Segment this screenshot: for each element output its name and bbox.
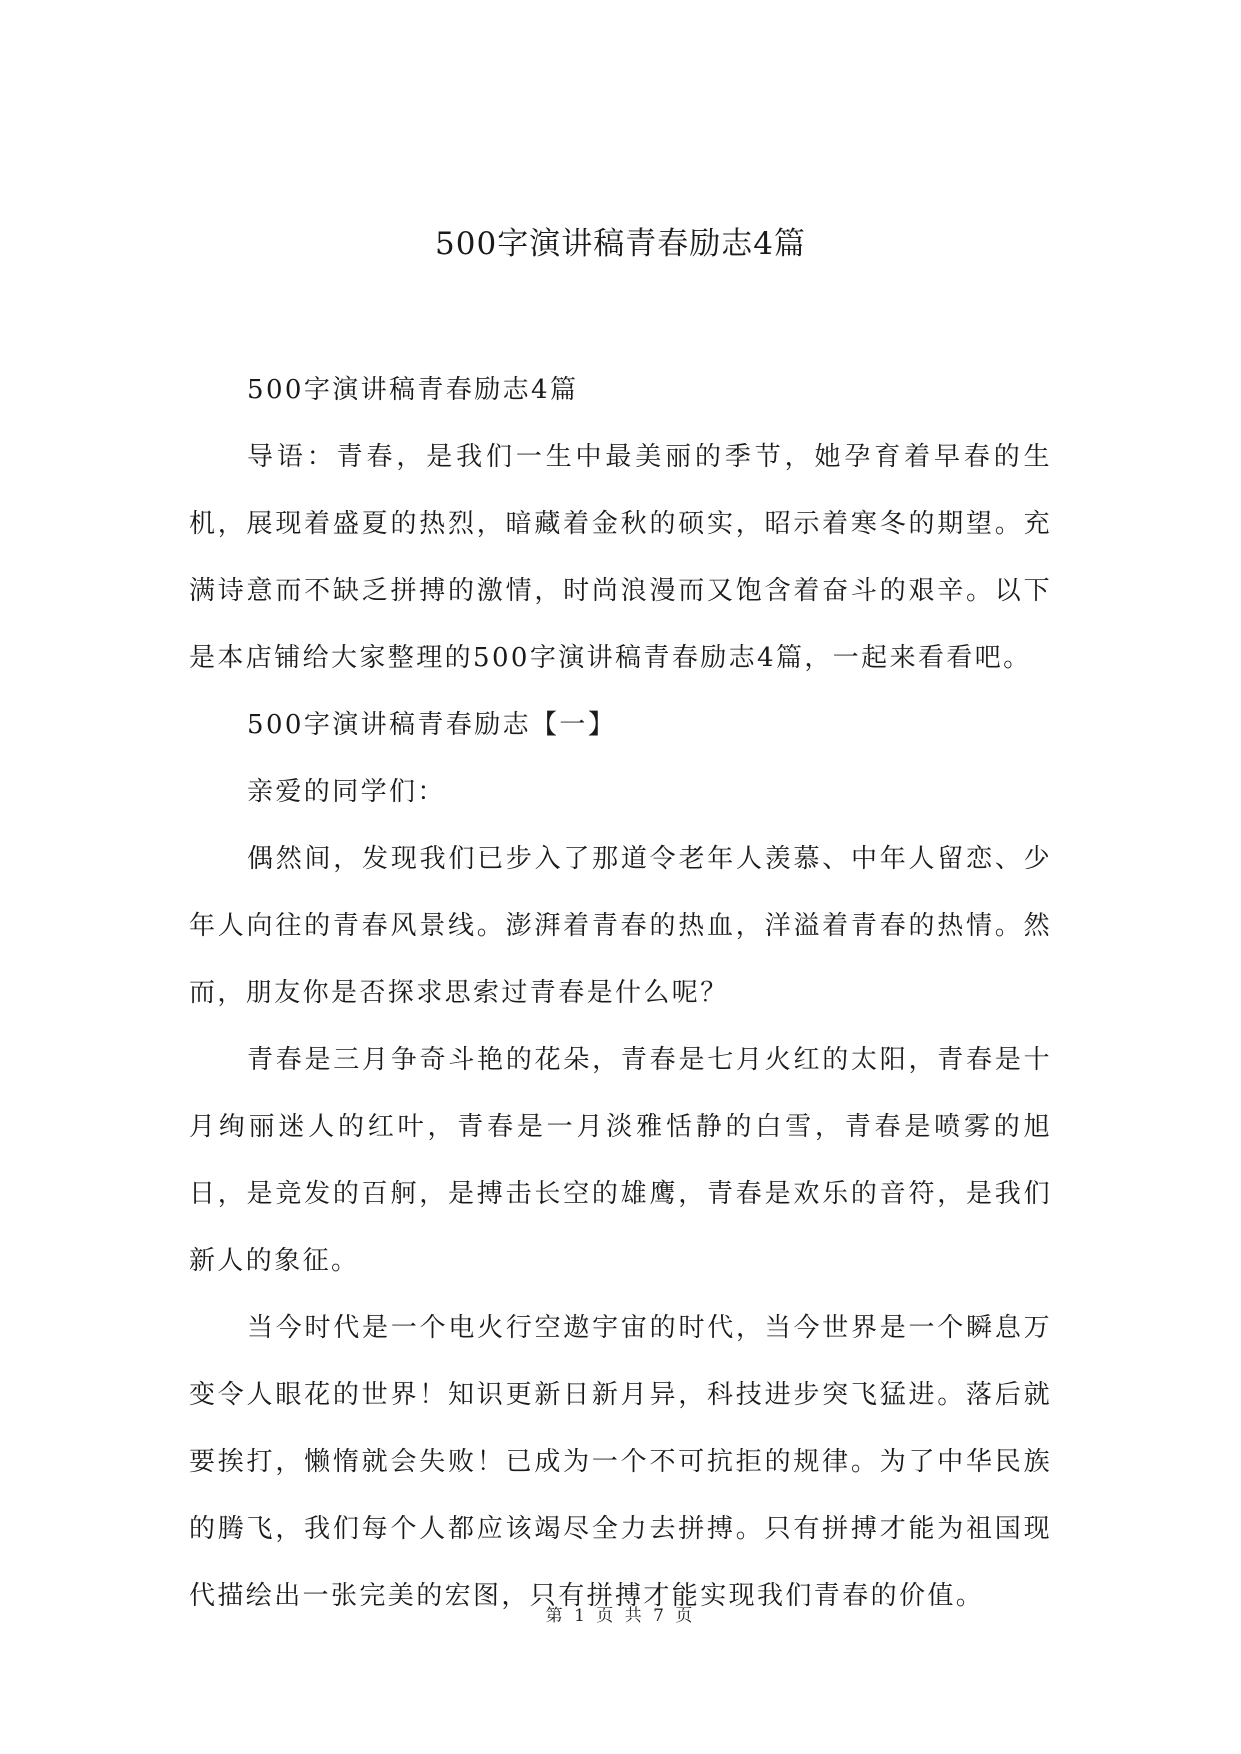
page-number-footer: 第 1 页 共 7 页 <box>545 1606 696 1626</box>
paragraph-body: 偶然间，发现我们已步入了那道令老年人羡慕、中年人留恋、少年人向往的青春风景线。澎湃着青春的热血，洋溢着青春的热情。然而，朋友你是否探求思索过青春是什么呢？ <box>189 844 1052 1008</box>
paragraph-subtitle: 500字演讲稿青春励志4篇 <box>247 375 579 405</box>
paragraph-intro: 导语：青春，是我们一生中最美丽的季节，她孕育着早春的生机，展现着盛夏的热烈，暗藏着金秋的硕实，昭示着寒冬的期望。充满诗意而不缺乏拼搏的激情，时尚浪漫而又饱含着奋斗的艰辛。以下是本店铺给大家整理的500字演讲稿青春励志4篇，一起来看看吧。 <box>189 442 1052 673</box>
document-body <box>189 357 1052 1630</box>
paragraph-body: 当今时代是一个电火行空遨宇宙的时代，当今世界是一个瞬息万变令人眼花的世界！知识更新日新月异，科技进步突飞猛进。落后就要挨打，懒惰就会失败！已成为一个不可抗拒的规律。为了中华民族的腾飞，我们每个人都应该竭尽全力去拼搏。只有拼搏才能为祖国现代描绘出一张完美的宏图，只有拼搏才能实现我们青春的价值。 <box>189 1313 1052 1611</box>
paragraph-body: 青春是三月争奇斗艳的花朵，青春是七月火红的太阳，青春是十月绚丽迷人的红叶，青春是一月淡雅恬静的白雪，青春是喷雾的旭日，是竞发的百舸，是搏击长空的雄鹰，青春是欢乐的音符，是我们新人的象征。 <box>189 1045 1052 1276</box>
paragraph-salutation: 亲爱的同学们： <box>247 777 446 807</box>
document-title: 500字演讲稿青春励志4篇 <box>435 226 806 262</box>
paragraph-section-heading: 500字演讲稿青春励志【一】 <box>247 710 617 740</box>
